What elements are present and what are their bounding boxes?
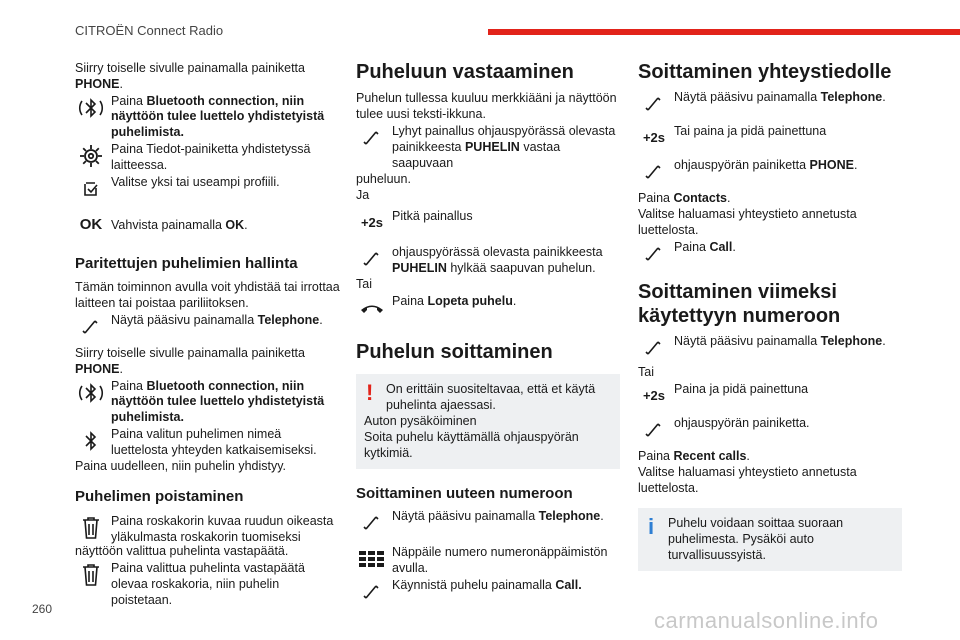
instruction-recent-3: ohjauspyörän painiketta.: [638, 414, 902, 446]
heading-delete-phone: Puhelimen poistaminen: [75, 488, 244, 505]
paragraph: Puhelun tullessa kuuluu merkkiääni ja näyttöön tulee uusi teksti-ikkuna.: [356, 91, 617, 121]
long-press-icon: +2s: [642, 130, 666, 145]
phone-handset-icon: [638, 332, 670, 364]
watermark: carmanualsonline.info: [654, 608, 879, 633]
paragraph: Siirry toiselle sivulle painamalla painiketta PHONE.: [75, 346, 305, 376]
warning-icon: !: [366, 380, 374, 405]
phone-handset-icon: [356, 122, 388, 154]
bluetooth-icon: [75, 377, 107, 409]
info-callout: i Puhelu voidaan soittaa suoraan puhelimesta. Pysäköi auto turvallisuussyistä.: [638, 508, 902, 571]
trash-icon: [75, 512, 107, 544]
instruction-short-press: Lyhyt painallus ohjauspyörässä olevasta painikkeesta PUHELIN vastaa saapuvaan: [356, 122, 620, 171]
instruction-new-3: Käynnistä puhelu painamalla Call.: [356, 576, 620, 608]
paragraph: puheluun.: [356, 172, 411, 186]
instruction-contact-call: Paina Call.: [638, 238, 902, 270]
paragraph: Paina uudelleen, niin puhelin yhdistyy.: [75, 459, 287, 473]
paragraph: Valitse haluamasi yhteystieto annetusta luettelosta.: [638, 465, 857, 495]
paragraph: näyttöön valittua puhelinta vastapäätä.: [75, 544, 289, 558]
paragraph: Valitse haluamasi yhteystieto annetusta luettelosta.: [638, 207, 857, 237]
instruction-hang-up: Paina Lopeta puhelu.: [356, 292, 620, 324]
keypad-icon: [356, 543, 388, 575]
hang-up-icon: [356, 292, 388, 324]
instruction-bluetooth: Paina Bluetooth connection, niin: [75, 92, 340, 124]
instruction-ok: OK Vahvista painamalla OK.: [75, 209, 340, 241]
checkbox-icon: [75, 173, 107, 205]
heading-manage-phones: Paritettujen puhelimien hallinta: [75, 255, 298, 272]
instruction-recent-1: Näytä pääsivu painamalla Telephone.: [638, 332, 902, 364]
paragraph: Paina Contacts.: [638, 191, 731, 205]
instruction-telephone: Näytä pääsivu painamalla Telephone.: [75, 311, 340, 343]
instruction-bluetooth-2: Paina Bluetooth connection, niin: [75, 377, 340, 409]
header-title: CITROËN Connect Radio: [75, 23, 224, 38]
instruction-long-press: +2s Pitkä painallus: [356, 207, 620, 239]
gear-icon: [75, 140, 107, 172]
instruction-new-2: Näppäile numero numeronäppäimistön avulla.: [356, 543, 620, 576]
instruction-trash: Paina roskakorin kuvaa ruudun oikeasta yläkulmasta roskakorin tuomiseksi: [75, 512, 340, 545]
column-middle: [356, 60, 620, 608]
phone-handset-icon: [356, 576, 388, 608]
instruction-bluetooth-3: Paina valitun puhelimen nimeä luettelosta yhteyden katkaisemiseksi.: [75, 425, 340, 458]
instruction-new-1: Näytä pääsivu painamalla Telephone.: [356, 507, 620, 539]
info-icon: i: [648, 514, 655, 539]
long-press-icon: +2s: [642, 388, 666, 403]
column-right: [638, 60, 902, 571]
instruction-reject: ohjauspyörässä olevasta painikkeesta PUHELIN hylkää saapuvan puhelun.: [356, 243, 620, 276]
phone-handset-icon: [638, 414, 670, 446]
heading-make-call: Puhelun soittaminen: [356, 341, 553, 363]
phone-handset-icon: [356, 507, 388, 539]
page-number: 260: [32, 602, 53, 616]
ok-icon: OK: [79, 216, 103, 233]
heading-new-number: Soittaminen uuteen numeroon: [356, 485, 573, 502]
paragraph: Ja: [356, 188, 370, 202]
phone-handset-icon: [638, 238, 670, 270]
paragraph: Tai: [638, 365, 654, 379]
column-left: Siirry toiselle sivulle painamalla painiketta PHONE. Paina Bluetooth connection, niin näyttöön tulee luettelo yhdistetyistä puhelimista. Paina Tiedot-painiketta yhdistetyssä laitteessa. Valitse yksi tai useampi profiili. OK Vahvista painamalla OK. Paritettujen puhelimien hallinta Tämän toiminnon avulla voit yhdistää tai irrottaa laitteen tai poistaa pariliitoksen. Näytä pääsivu painamalla Telephone. Siirry toiselle sivulle painamalla painiketta PHONE. Paina Bluetooth connection, niin näyttöön tulee luettelo yhdistetyistä puhelimista. Paina valitun puhelimen nimeä luettelosta yhteyden katkaisemiseksi. Paina uudelleen, niin puhelin yhdistyy. Puhelimen poistaminen Paina roskakorin kuvaa ruudun oikeasta yläkulmasta roskakorin tuomiseksi näyttöön valittua puhelinta vastapäätä. Paina valittua puhelinta vastapäätä olevaa roskakoria, niin puhelin poistetaan.: [75, 61, 340, 607]
warning-callout: ! On erittäin suositeltavaa, että et käytä puhelinta ajaessasi. Auton pysäköiminen Soita puhelu käyttämällä ohjauspyörän kytkimiä.: [356, 374, 620, 469]
instruction-contact-3: ohjauspyörän painiketta PHONE.: [638, 156, 902, 188]
instruction-trash-2: Paina valittua puhelinta vastapäätä olevaa roskakoria, niin puhelin poistetaan.: [75, 559, 340, 608]
instruction-check: Valitse yksi tai useampi profiili.: [75, 173, 340, 205]
paragraph: Tämän toiminnon avulla voit yhdistää tai irrottaa laitteen tai poistaa pariliitoksen.: [75, 280, 340, 310]
header-accent-bar: [488, 29, 960, 35]
paragraph: Paina Recent calls.: [638, 449, 750, 463]
instruction-gear: Paina Tiedot-painiketta yhdistetyssä laitteessa.: [75, 140, 340, 173]
paragraph: Tai: [356, 277, 372, 291]
heading-answer-call: Puheluun vastaaminen: [356, 61, 574, 83]
phone-handset-icon: [75, 311, 107, 343]
paragraph: Siirry toiselle sivulle painamalla painiketta PHONE.: [75, 61, 305, 91]
phone-handset-icon: [638, 156, 670, 188]
long-press-icon: +2s: [360, 215, 384, 230]
continued-text: näyttöön tulee luettelo yhdistetyistä puhelimista.: [111, 109, 325, 139]
heading-call-contact: Soittaminen yhteystiedolle: [638, 61, 892, 83]
trash-icon: [75, 559, 107, 591]
bluetooth-small-icon: [75, 425, 107, 457]
instruction-recent-2: +2s Paina ja pidä painettuna: [638, 380, 902, 412]
instruction-contact-1: Näytä pääsivu painamalla Telephone.: [638, 88, 902, 120]
instruction-contact-2: +2s Tai paina ja pidä painettuna: [638, 122, 902, 154]
bluetooth-icon: [75, 92, 107, 124]
heading-recent-number: Soittaminen viimeksi käytettyyn numeroon: [638, 281, 841, 327]
phone-handset-icon: [638, 88, 670, 120]
phone-handset-icon: [356, 243, 388, 275]
